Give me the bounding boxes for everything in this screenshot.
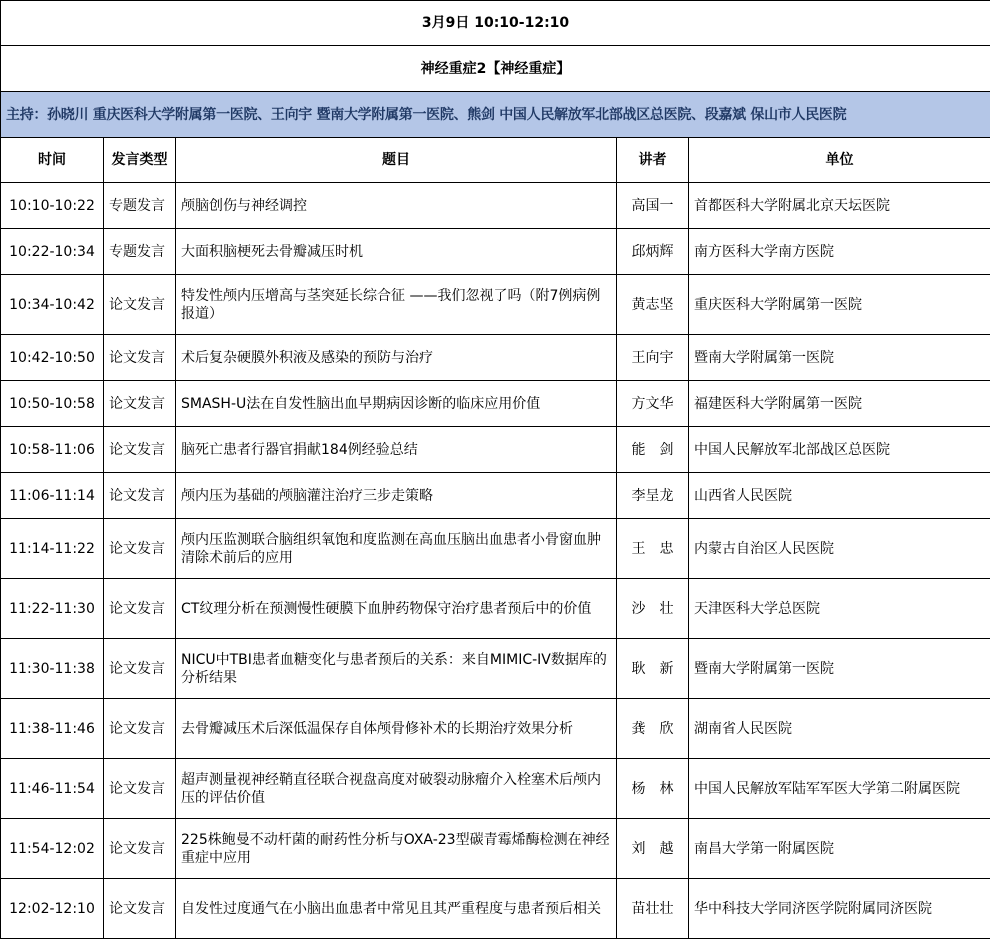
row-title: 特发性颅内压增高与茎突延长综合征 ——我们忽视了吗（附7例病例报道）: [176, 275, 617, 335]
row-speaker: 黄志坚: [617, 275, 689, 335]
table-row: [1, 335, 990, 381]
row-type: 专题发言: [104, 183, 176, 229]
row-type: 论文发言: [104, 275, 176, 335]
row-time: 11:38-11:46: [1, 699, 104, 759]
session-chairs: 主持：孙晓川 重庆医科大学附属第一医院、王向宇 暨南大学附属第一医院、熊剑 中国人民解放军北部战区总医院、段嘉斌 保山市人民医院: [1, 92, 990, 138]
table-row: [1, 759, 990, 819]
row-speaker: 耿 新: [617, 639, 689, 699]
row-time: 10:34-10:42: [1, 275, 104, 335]
table-row: [1, 819, 990, 879]
row-time: 10:50-10:58: [1, 381, 104, 427]
row-unit: 南方医科大学南方医院: [689, 229, 990, 275]
row-time: 11:46-11:54: [1, 759, 104, 819]
table-row: [1, 229, 990, 275]
table-row: [1, 639, 990, 699]
column-header-time: 时间: [1, 138, 104, 183]
row-unit: 福建医科大学附属第一医院: [689, 381, 990, 427]
row-type: 论文发言: [104, 381, 176, 427]
row-speaker: 王 忠: [617, 519, 689, 579]
table-row: [1, 275, 990, 335]
row-unit: 天津医科大学总医院: [689, 579, 990, 639]
column-header-title: 题目: [176, 138, 617, 183]
row-unit: 内蒙古自治区人民医院: [689, 519, 990, 579]
row-unit: 湖南省人民医院: [689, 699, 990, 759]
row-title: 颅脑创伤与神经调控: [176, 183, 617, 229]
row-speaker: 能 剑: [617, 427, 689, 473]
row-type: 论文发言: [104, 427, 176, 473]
row-title: 225株鲍曼不动杆菌的耐药性分析与OXA-23型碳青霉烯酶检测在神经重症中应用: [176, 819, 617, 879]
row-unit: 中国人民解放军陆军军医大学第二附属医院: [689, 759, 990, 819]
row-title: 自发性过度通气在小脑出血患者中常见且其严重程度与患者预后相关: [176, 879, 617, 939]
row-type: 论文发言: [104, 639, 176, 699]
row-time: 11:06-11:14: [1, 473, 104, 519]
row-title: SMASH-U法在自发性脑出血早期病因诊断的临床应用价值: [176, 381, 617, 427]
table-row: [1, 699, 990, 759]
row-type: 专题发言: [104, 229, 176, 275]
row-time: 11:14-11:22: [1, 519, 104, 579]
row-type: 论文发言: [104, 759, 176, 819]
table-row: [1, 519, 990, 579]
row-title: 颅内压为基础的颅脑灌注治疗三步走策略: [176, 473, 617, 519]
session-title: 神经重症2【神经重症】: [1, 46, 990, 92]
table-row: [1, 473, 990, 519]
row-speaker: 方文华: [617, 381, 689, 427]
table-row: [1, 427, 990, 473]
row-type: 论文发言: [104, 579, 176, 639]
row-title: 脑死亡患者行器官捐献184例经验总结: [176, 427, 617, 473]
row-title: 大面积脑梗死去骨瓣减压时机: [176, 229, 617, 275]
row-speaker: 高国一: [617, 183, 689, 229]
table-row: [1, 183, 990, 229]
row-time: 11:54-12:02: [1, 819, 104, 879]
row-unit: 重庆医科大学附属第一医院: [689, 275, 990, 335]
table-row: [1, 879, 990, 939]
row-type: 论文发言: [104, 473, 176, 519]
row-speaker: 李呈龙: [617, 473, 689, 519]
row-speaker: 龚 欣: [617, 699, 689, 759]
row-type: 论文发言: [104, 519, 176, 579]
row-title: 去骨瓣减压术后深低温保存自体颅骨修补术的长期治疗效果分析: [176, 699, 617, 759]
row-type: 论文发言: [104, 335, 176, 381]
row-unit: 暨南大学附属第一医院: [689, 639, 990, 699]
row-time: 12:02-12:10: [1, 879, 104, 939]
row-speaker: 王向宇: [617, 335, 689, 381]
row-speaker: 苗壮壮: [617, 879, 689, 939]
row-title: CT纹理分析在预测慢性硬膜下血肿药物保守治疗患者预后中的价值: [176, 579, 617, 639]
row-unit: 暨南大学附属第一医院: [689, 335, 990, 381]
row-unit: 华中科技大学同济医学院附属同济医院: [689, 879, 990, 939]
row-speaker: 杨 林: [617, 759, 689, 819]
table-row: [1, 381, 990, 427]
row-type: 论文发言: [104, 819, 176, 879]
column-header-speaker: 讲者: [617, 138, 689, 183]
row-title: 颅内压监测联合脑组织氧饱和度监测在高血压脑出血患者小骨窗血肿清除术前后的应用: [176, 519, 617, 579]
row-unit: 首都医科大学附属北京天坛医院: [689, 183, 990, 229]
row-type: 论文发言: [104, 879, 176, 939]
row-time: 11:22-11:30: [1, 579, 104, 639]
row-speaker: 沙 壮: [617, 579, 689, 639]
row-unit: 南昌大学第一附属医院: [689, 819, 990, 879]
table-row: [1, 579, 990, 639]
session-date-time: 3月9日 10:10-12:10: [1, 1, 990, 46]
row-title: 术后复杂硬膜外积液及感染的预防与治疗: [176, 335, 617, 381]
row-speaker: 邱炳辉: [617, 229, 689, 275]
row-speaker: 刘 越: [617, 819, 689, 879]
row-time: 11:30-11:38: [1, 639, 104, 699]
row-time: 10:58-11:06: [1, 427, 104, 473]
column-header-unit: 单位: [689, 138, 990, 183]
row-unit: 山西省人民医院: [689, 473, 990, 519]
row-unit: 中国人民解放军北部战区总医院: [689, 427, 990, 473]
row-type: 论文发言: [104, 699, 176, 759]
row-title: NICU中TBI患者血糖变化与患者预后的关系：来自MIMIC-IV数据库的分析结果: [176, 639, 617, 699]
row-time: 10:22-10:34: [1, 229, 104, 275]
row-title: 超声测量视神经鞘直径联合视盘高度对破裂动脉瘤介入栓塞术后颅内压的评估价值: [176, 759, 617, 819]
row-time: 10:10-10:22: [1, 183, 104, 229]
column-header-type: 发言类型: [104, 138, 176, 183]
row-time: 10:42-10:50: [1, 335, 104, 381]
